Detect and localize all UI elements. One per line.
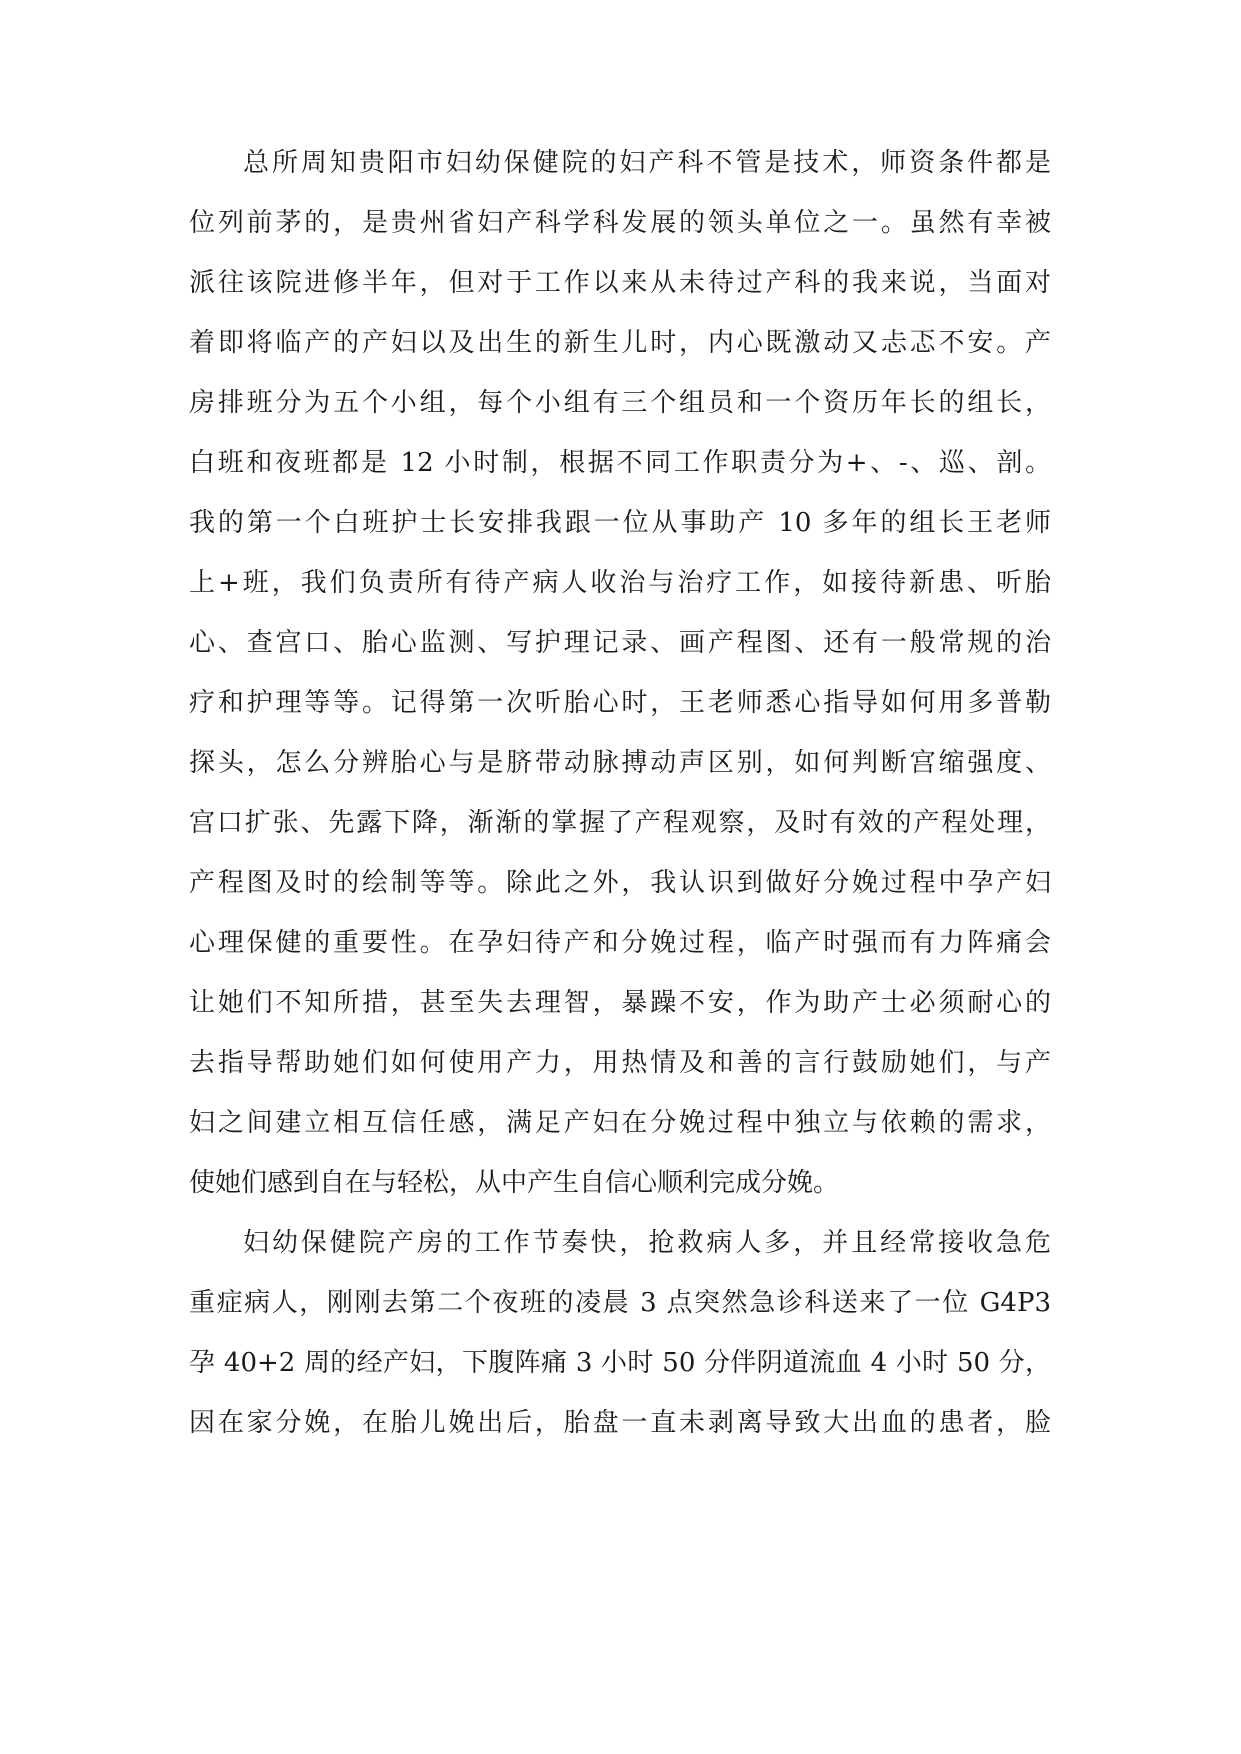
paragraph-1-line-5: 房排班分为五个小组，每个小组有三个组员和一个资历年长的组长，	[189, 388, 1051, 418]
paragraph-2-line-4: 因在家分娩，在胎儿娩出后，胎盘一直未剥离导致大出血的患者，脸	[189, 1408, 1051, 1438]
paragraph-1-line-7: 我的第一个白班护士长安排我跟一位从事助产 10 多年的组长王老师	[189, 508, 1051, 538]
paragraph-1-line-8: 上+班，我们负责所有待产病人收治与治疗工作，如接待新患、听胎	[189, 568, 1051, 598]
paragraph-1-line-11: 探头，怎么分辨胎心与是脐带动脉搏动声区别，如何判断宫缩强度、	[189, 748, 1051, 778]
paragraph-1-line-9: 心、查宫口、胎心监测、写护理记录、画产程图、还有一般常规的治	[189, 628, 1051, 658]
paragraph-1-line-4: 着即将临产的产妇以及出生的新生儿时，内心既激动又忐忑不安。产	[189, 328, 1051, 358]
paragraph-2-line-2: 重症病人，刚刚去第二个夜班的凌晨 3 点突然急诊科送来了一位 G4P3	[189, 1288, 1051, 1318]
paragraph-1-line-13: 产程图及时的绘制等等。除此之外，我认识到做好分娩过程中孕产妇	[189, 868, 1051, 898]
paragraph-1-line-10: 疗和护理等等。记得第一次听胎心时，王老师悉心指导如何用多普勒	[189, 688, 1051, 718]
paragraph-2-line-1: 妇幼保健院产房的工作节奏快，抢救病人多，并且经常接收急危	[243, 1228, 1051, 1258]
paragraph-1-line-1: 总所周知贵阳市妇幼保健院的妇产科不管是技术，师资条件都是	[243, 148, 1051, 178]
paragraph-1-line-16: 去指导帮助她们如何使用产力，用热情及和善的言行鼓励她们，与产	[189, 1048, 1051, 1078]
paragraph-1-line-2: 位列前茅的，是贵州省妇产科学科发展的领头单位之一。虽然有幸被	[189, 208, 1051, 238]
paragraph-1-line-17: 妇之间建立相互信任感，满足产妇在分娩过程中独立与依赖的需求，	[189, 1108, 1051, 1138]
paragraph-1-line-3: 派往该院进修半年，但对于工作以来从未待过产科的我来说，当面对	[189, 268, 1051, 298]
paragraph-1-line-14: 心理保健的重要性。在孕妇待产和分娩过程，临产时强而有力阵痛会	[189, 928, 1051, 958]
paragraph-1-line-6: 白班和夜班都是 12 小时制，根据不同工作职责分为+、-、巡、剖。	[189, 448, 1051, 478]
paragraph-1-line-18: 使她们感到自在与轻松，从中产生自信心顺利完成分娩。	[189, 1168, 840, 1198]
paragraph-1-line-12: 宫口扩张、先露下降，渐渐的掌握了产程观察，及时有效的产程处理，	[189, 808, 1051, 838]
paragraph-1-line-15: 让她们不知所措，甚至失去理智，暴躁不安，作为助产士必须耐心的	[189, 988, 1051, 1018]
paragraph-2-line-3: 孕 40+2 周的经产妇，下腹阵痛 3 小时 50 分伴阴道流血 4 小时 50 分，	[189, 1348, 1051, 1378]
